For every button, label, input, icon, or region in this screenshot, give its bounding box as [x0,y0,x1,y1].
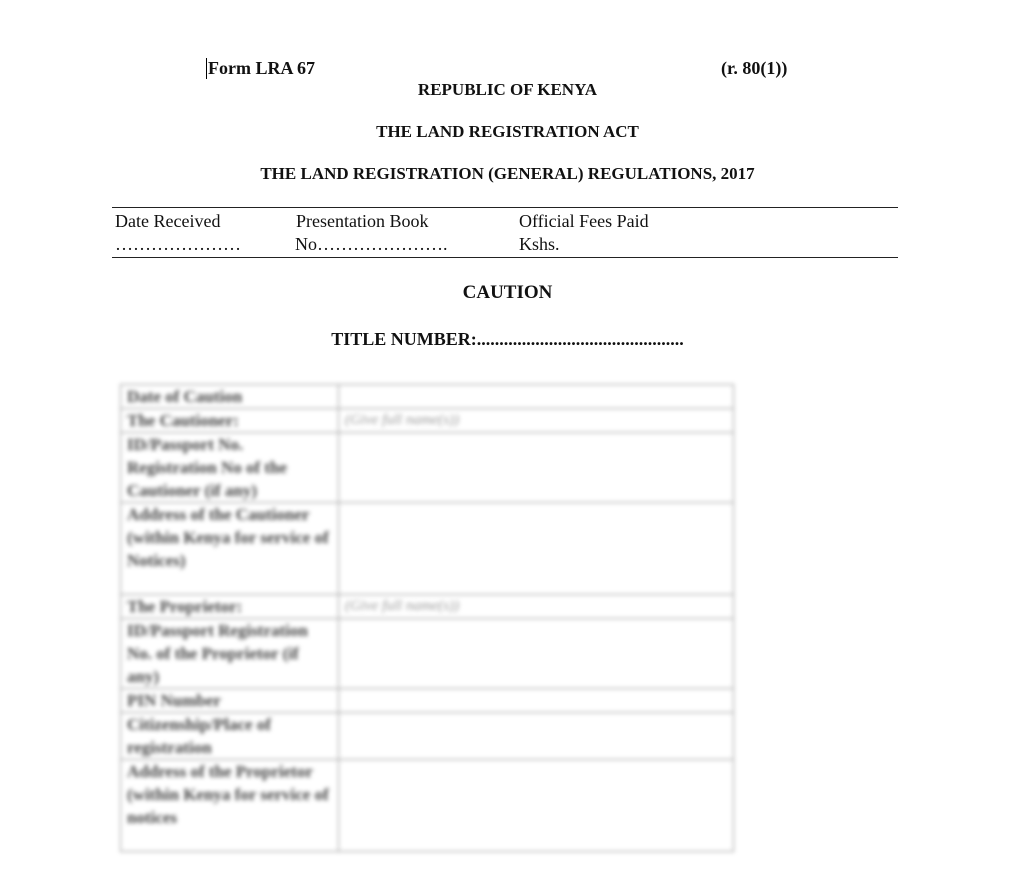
table-row [121,760,734,852]
table-row [121,595,734,619]
row-label: Address of the Proprietor (within Kenya for service of notices [121,760,339,852]
caution-form-table [120,384,734,852]
table-row [121,713,734,760]
fees-label: Official Fees Paid [519,211,649,231]
regulations-heading: THE LAND REGISTRATION (GENERAL) REGULATIONS, 2017 [260,164,755,183]
row-label: Citizenship/Place of registration [121,713,339,760]
row-value[interactable] [339,760,734,852]
table-row [121,619,734,689]
row-label: PIN Number [121,689,339,713]
row-value[interactable] [339,619,734,689]
fees-value: Kshs. [519,234,560,254]
form-number: Form LRA 67 [208,58,315,78]
row-label: Date of Caution [121,385,339,409]
row-label: ID/Passport No. Registration No of the Cautioner (if any) [121,433,339,503]
title-number-field[interactable]: TITLE NUMBER:.............................................. [331,329,684,349]
row-value[interactable] [339,689,734,713]
presentation-book-label: Presentation Book [296,211,429,231]
table-row [121,385,734,409]
caution-form-table-area [110,364,760,884]
row-value[interactable]: (Give full name(s)) [339,409,734,433]
row-label: ID/Passport Registration No. of the Proprietor (if any) [121,619,339,689]
row-value[interactable] [339,385,734,409]
row-label: The Cautioner: [121,409,339,433]
office-box-top-rule [112,207,898,208]
act-heading: THE LAND REGISTRATION ACT [376,122,639,141]
table-row [121,503,734,595]
republic-heading: REPUBLIC OF KENYA [417,80,598,99]
office-box-bottom-rule [112,257,898,258]
date-received-label: Date Received [115,211,221,231]
row-value[interactable]: (Give full name(s)) [339,595,734,619]
row-value[interactable] [339,503,734,595]
presentation-book-value: No…………………. [295,234,448,254]
table-row [121,689,734,713]
caution-heading: CAUTION [462,282,553,303]
row-label: The Proprietor: [121,595,339,619]
table-row [121,409,734,433]
date-received-value: ………………… [115,234,241,254]
rule-reference: (r. 80(1)) [721,58,788,78]
table-row [121,433,734,503]
row-value[interactable] [339,433,734,503]
row-label: Address of the Cautioner (within Kenya for service of Notices) [121,503,339,595]
row-value[interactable] [339,713,734,760]
